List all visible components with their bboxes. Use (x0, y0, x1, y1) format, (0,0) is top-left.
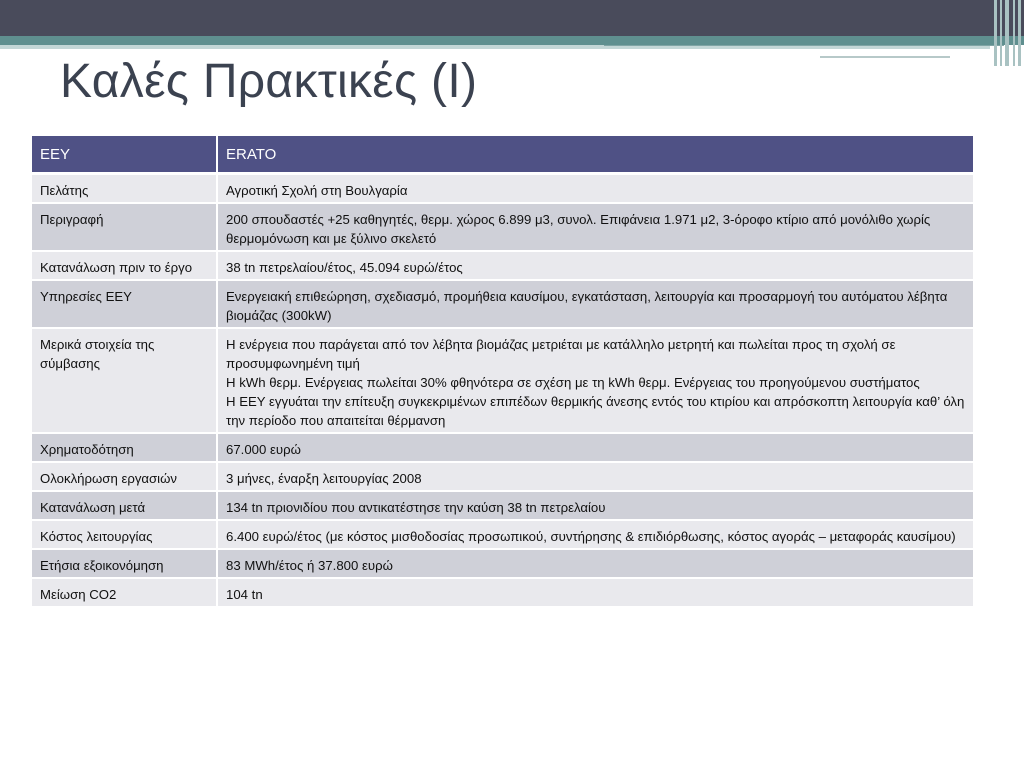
corner-stripe (1005, 0, 1009, 66)
row-label: Μερικά στοιχεία της σύμβασης (32, 328, 217, 433)
row-value (217, 280, 974, 328)
table-header-cell: ΕΕΥ (32, 136, 217, 174)
row-value (217, 462, 974, 491)
table-row (32, 433, 974, 462)
row-label: Πελάτης (32, 174, 217, 204)
table-header-cell: ERATO (217, 136, 974, 174)
table-row (32, 328, 974, 433)
row-value-line: 104 tn (226, 587, 263, 602)
thin-decorative-line (820, 56, 950, 58)
thin-decorative-line (604, 45, 1004, 46)
corner-stripe (1013, 0, 1015, 66)
row-value (217, 491, 974, 520)
row-value-line: 3 μήνες, έναρξη λειτουργίας 2008 (226, 471, 422, 486)
row-value (217, 578, 974, 607)
row-label: Μείωση CO2 (32, 578, 217, 607)
row-value-line: Η ΕΕΥ εγγυάται την επίτευξη συγκεκριμένων επιπέδων θερμικής άνεσης εντός του κτιρίου και απρόσκοπτη λειτουργία καθ’ όλη την περίοδο που απαιτείται θέρμανση (226, 394, 965, 428)
row-value-line: Η kWh θερμ. Ενέργειας πωλείται 30% φθηνότερα σε σχέση με τη kWh θερμ. Ενέργειας του προηγούμενου συστήματος (226, 375, 920, 390)
row-value-line: 38 tn πετρελαίου/έτος, 45.094 ευρώ/έτος (226, 260, 463, 275)
esco-case-table (32, 136, 975, 608)
row-value-line: Αγροτική Σχολή στη Βουλγαρία (226, 183, 408, 198)
row-value-line: 83 MWh/έτος ή 37.800 ευρώ (226, 558, 393, 573)
row-value (217, 251, 974, 280)
slide-title: Καλές Πρακτικές (Ι) (60, 55, 478, 108)
row-value (217, 328, 974, 433)
top-decorative-bar (0, 0, 1024, 36)
table-row (32, 280, 974, 328)
row-label: Κατανάλωση μετά (32, 491, 217, 520)
row-label: Ολοκλήρωση εργασιών (32, 462, 217, 491)
row-label: Ετήσια εξοικονόμηση (32, 549, 217, 578)
row-value (217, 549, 974, 578)
table-row (32, 251, 974, 280)
table-row (32, 491, 974, 520)
row-value (217, 174, 974, 204)
corner-stripe (994, 0, 997, 66)
row-value-line: Ενεργειακή επιθεώρηση, σχεδιασμό, προμήθεια καυσίμου, εγκατάσταση, λειτουργία και προσαρμογή του αυτόματου λέβητα βιομάζας (300kW) (226, 289, 948, 323)
row-value (217, 203, 974, 251)
row-label: Κατανάλωση πριν το έργο (32, 251, 217, 280)
table-row (32, 462, 974, 491)
teal-decorative-band (0, 36, 1024, 45)
table-row (32, 578, 974, 607)
row-value (217, 433, 974, 462)
row-label: Υπηρεσίες ΕΕΥ (32, 280, 217, 328)
table-header-row (32, 136, 974, 174)
table-row (32, 203, 974, 251)
corner-stripe (1018, 0, 1021, 66)
row-value-line: 200 σπουδαστές +25 καθηγητές, θερμ. χώρος 6.899 μ3, συνολ. Επιφάνεια 1.971 μ2, 3-όροφο κτίριο από μονόλιθο χωρίς θερμομόνωση και με ξύλινο σκελετό (226, 212, 931, 246)
row-value (217, 520, 974, 549)
corner-stripe (1000, 0, 1002, 66)
table-row (32, 174, 974, 204)
row-label: Χρηματοδότηση (32, 433, 217, 462)
row-value-line: 6.400 ευρώ/έτος (με κόστος μισθοδοσίας προσωπικού, συντήρησης & επιδιόρθωσης, κόστος αγοράς – μεταφοράς καυσίμου) (226, 529, 956, 544)
table-row (32, 520, 974, 549)
row-value-line: Η ενέργεια που παράγεται από τον λέβητα βιομάζας μετριέται με κατάλληλο μετρητή και πωλείται προς τη σχολή σε προσυμφωνημένη τιμή (226, 337, 896, 371)
row-value-line: 67.000 ευρώ (226, 442, 301, 457)
row-value-line: 134 tn πριονιδίου που αντικατέστησε την καύση 38 tn πετρελαίου (226, 500, 606, 515)
row-label: Κόστος λειτουργίας (32, 520, 217, 549)
table-row (32, 549, 974, 578)
row-label: Περιγραφή (32, 203, 217, 251)
